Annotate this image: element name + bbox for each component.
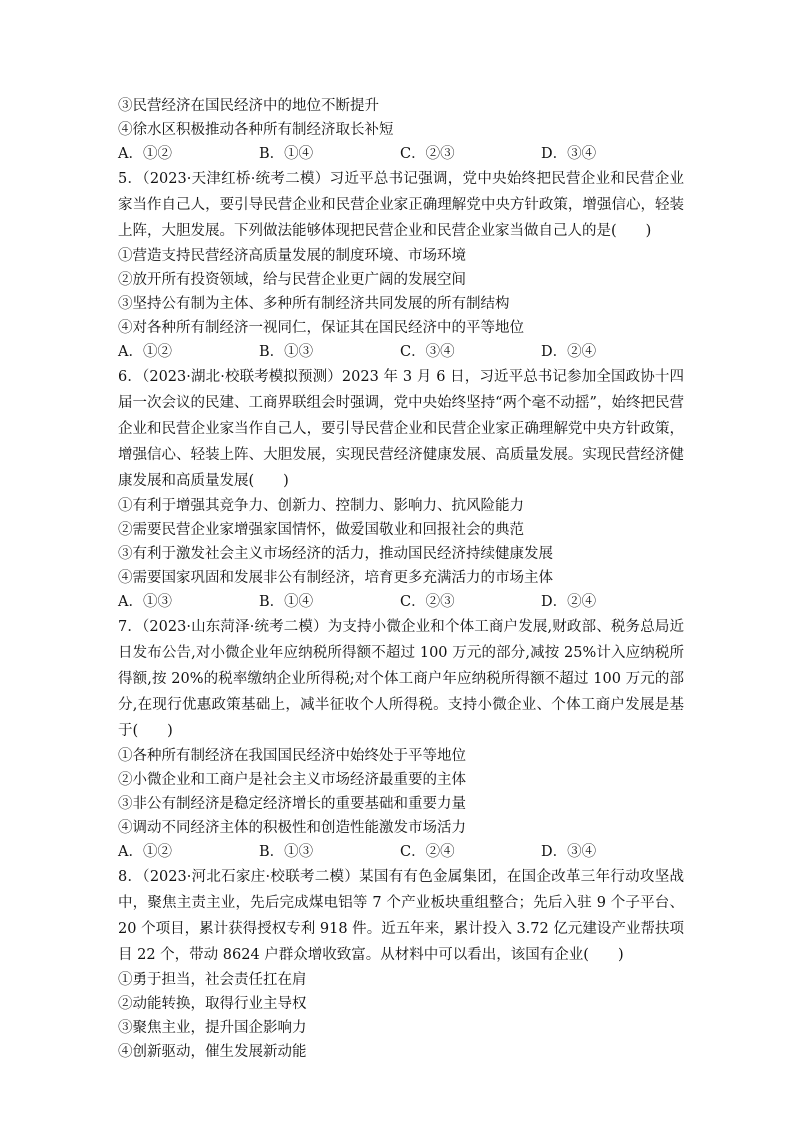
answer-options [118,590,684,614]
answer-option-a: A．①② [118,344,172,360]
statement: ②需要民营企业家增强家国情怀，做爱国敬业和回报社会的典范 [118,522,524,538]
answer-option-d: D．③④ [541,146,597,162]
answer-option-c: C．②③ [400,146,455,162]
prev-question [118,94,684,166]
question-5 [118,166,684,364]
statement: ①各种所有制经济在我国国民经济中始终处于平等地位 [118,748,466,764]
statement: ③坚持公有制为主体、多种所有制经济共同发展的所有制结构 [118,296,510,312]
answer-option-a: A．①③ [118,594,172,610]
answer-option-c: C．③④ [400,344,455,360]
question-8 [118,864,684,1064]
question-stem: 5．（2023·天津红桥·统考二模）习近平总书记强调，党中央始终把民营企业和民营企业家当作自己人，要引导民营企业和民营企业家正确理解党中央方针政策，增强信心，轻装上阵，大胆发展。下列做法能够体现把民营企业和民营企业家当做自己人的是( ) [118,171,684,239]
statement: ④对各种所有制经济一视同仁，保证其在国民经济中的平等地位 [118,320,524,336]
statement: ④创新驱动，催生发展新动能 [118,1044,307,1060]
statement: ③非公有制经济是稳定经济增长的重要基础和重要力量 [118,796,466,812]
answer-option-a: A．①② [118,844,172,860]
answer-option-d: D．③④ [541,844,597,860]
question-stem: 7．（2023·山东菏泽·统考二模）为支持小微企业和个体工商户发展,财政部、税务总局近日发布公告,对小微企业年应纳税所得额不超过 100 万元的部分,减按 25%计入应纳税所得额,按 20%的税率缴纳企业所得税;对个体工商户年应纳税所得额不超过 100 万元的部分,在现行优惠政策基础上，减半征收个人所得税。支持小微企业、个体工商户发展是基于( ) [118,619,684,739]
answer-option-a: A．①② [118,146,172,162]
answer-option-b: B．①④ [259,146,314,162]
answer-option-b: B．①③ [259,844,314,860]
statement: ③有利于激发社会主义市场经济的活力，推动国民经济持续健康发展 [118,546,553,562]
question-stem: 8．（2023·河北石家庄·校联考二模）某国有有色金属集团，在国企改革三年行动攻坚战中，聚焦主责主业，先后完成煤电铝等 7 个产业板块重组整合；先后入驻 9 个子平台、20 个项目，累计获得授权专利 918 件。近五年来，累计投入 3.72 亿元建设产业帮扶项目 22 个，带动 8624 户群众增收致富。从材料中可以看出，该国有企业( ) [118,869,684,963]
question-7 [118,614,684,864]
answer-option-d: D．②④ [541,594,597,610]
statement: ③民营经济在国民经济中的地位不断提升 [118,98,379,114]
answer-options [118,142,684,166]
statement: ①有利于增强其竞争力、创新力、控制力、影响力、抗风险能力 [118,498,524,514]
statement: ④徐水区积极推动各种所有制经济取长补短 [118,122,394,138]
statement: ③聚焦主业，提升国企影响力 [118,1020,307,1036]
statement: ②放开所有投资领域，给与民营企业更广阔的发展空间 [118,272,466,288]
answer-options [118,840,684,864]
document-page [118,94,684,1064]
statement: ①营造支持民营经济高质量发展的制度环境、市场环境 [118,248,466,264]
statement: ④需要国家巩固和发展非公有制经济，培育更多充满活力的市场主体 [118,570,553,586]
question-stem: 6．（2023·湖北·校联考模拟预测）2023 年 3 月 6 日，习近平总书记参加全国政协十四届一次会议的民建、工商界联组会时强调，党中央始终坚持“两个毫不动摇”，始终把民营企业和民营企业家当作自己人，要引导民营企业和民营企业家正确理解党中央方针政策，增强信心、轻装上阵、大胆发展，实现民营经济健康发展、高质量发展。实现民营经济健康发展和高质量发展( ) [118,369,684,489]
answer-option-c: C．②④ [400,844,455,860]
statement: ②动能转换，取得行业主导权 [118,996,307,1012]
answer-option-b: B．①③ [259,344,314,360]
statement: ②小微企业和工商户是社会主义市场经济最重要的主体 [118,772,466,788]
statement: ④调动不同经济主体的积极性和创造性能激发市场活力 [118,820,466,836]
answer-option-b: B．①④ [259,594,314,610]
statement: ①勇于担当，社会责任扛在肩 [118,972,307,988]
answer-options [118,340,684,364]
answer-option-d: D．②④ [541,344,597,360]
question-6 [118,364,684,614]
answer-option-c: C．②③ [400,594,455,610]
